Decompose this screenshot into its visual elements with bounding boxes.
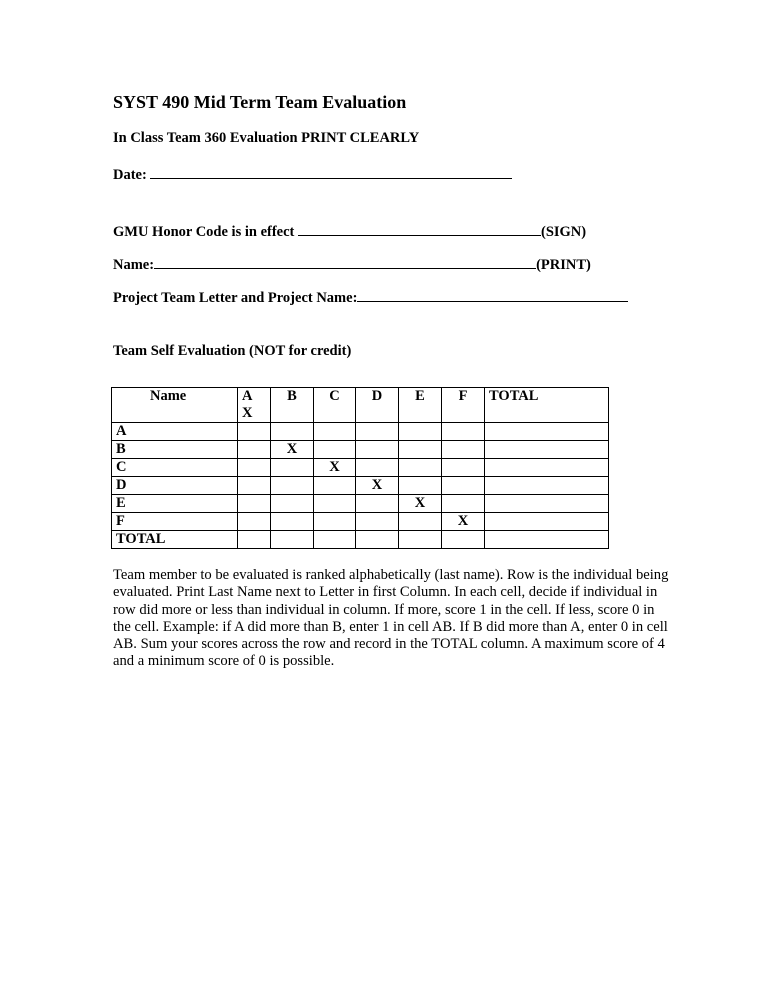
project-field[interactable] bbox=[357, 288, 628, 302]
table-cell[interactable] bbox=[399, 441, 442, 459]
header-a-label: A bbox=[242, 388, 253, 404]
total-cell[interactable] bbox=[485, 441, 609, 459]
table-cell[interactable] bbox=[238, 423, 271, 441]
table-cell[interactable] bbox=[356, 531, 399, 549]
table-cell[interactable] bbox=[356, 495, 399, 513]
header-a bbox=[238, 388, 271, 423]
total-cell[interactable] bbox=[485, 513, 609, 531]
row-label: F bbox=[112, 513, 238, 531]
header-c: C bbox=[314, 388, 356, 423]
table-cell[interactable] bbox=[271, 477, 314, 495]
table-cell[interactable] bbox=[314, 531, 356, 549]
cell-mark: X bbox=[399, 495, 442, 513]
row-label: A bbox=[112, 423, 238, 441]
date-label: Date: bbox=[113, 167, 151, 183]
table-cell[interactable] bbox=[238, 513, 271, 531]
table-cell[interactable] bbox=[238, 495, 271, 513]
cell-mark: X bbox=[242, 405, 253, 421]
cell-mark: X bbox=[356, 477, 399, 495]
table-cell[interactable] bbox=[271, 459, 314, 477]
instructions-paragraph: Team member to be evaluated is ranked alphabetically (last name). Row is the individual being evaluated. Print Last Name next to Letter in first Column. In each cell, decide if individual in row did more or less than individual in column. If more, score 1 in the cell. If less, score 0 in the cell. Example: if A did more than B, enter 1 in cell AB. If B did more than A, enter 0 in cell AB. Sum your scores across the row and record in the TOTAL column. A maximum score of 4 and a minimum score of 0 is possible. bbox=[113, 567, 669, 670]
table-cell[interactable] bbox=[399, 531, 442, 549]
signature-field[interactable] bbox=[298, 222, 541, 236]
subtitle: In Class Team 360 Evaluation PRINT CLEARLY bbox=[113, 130, 420, 146]
table-cell[interactable] bbox=[399, 459, 442, 477]
table-cell[interactable] bbox=[356, 459, 399, 477]
header-name: Name bbox=[112, 388, 238, 423]
total-cell[interactable] bbox=[485, 459, 609, 477]
table-cell[interactable] bbox=[271, 531, 314, 549]
table-cell[interactable] bbox=[271, 513, 314, 531]
name-label: Name: bbox=[113, 257, 155, 273]
row-label: E bbox=[112, 495, 238, 513]
table-cell[interactable] bbox=[314, 441, 356, 459]
print-suffix: (PRINT) bbox=[536, 257, 591, 273]
row-label: D bbox=[112, 477, 238, 495]
header-e: E bbox=[399, 388, 442, 423]
table-cell[interactable] bbox=[399, 477, 442, 495]
project-label: Project Team Letter and Project Name: bbox=[113, 290, 358, 306]
table-cell[interactable] bbox=[238, 531, 271, 549]
self-eval-heading: Team Self Evaluation (NOT for credit) bbox=[113, 343, 352, 359]
table-cell[interactable] bbox=[356, 513, 399, 531]
table-cell[interactable] bbox=[442, 495, 485, 513]
cell-mark: X bbox=[442, 513, 485, 531]
table-row bbox=[112, 441, 609, 459]
date-row bbox=[113, 165, 512, 184]
total-cell[interactable] bbox=[485, 531, 609, 549]
honor-row bbox=[113, 222, 586, 241]
table-cell[interactable] bbox=[399, 513, 442, 531]
table-cell[interactable] bbox=[238, 459, 271, 477]
header-d: D bbox=[356, 388, 399, 423]
table-row bbox=[112, 477, 609, 495]
table-cell[interactable] bbox=[356, 441, 399, 459]
total-cell[interactable] bbox=[485, 495, 609, 513]
table-cell[interactable] bbox=[442, 459, 485, 477]
table-cell[interactable] bbox=[314, 423, 356, 441]
evaluation-table bbox=[111, 387, 609, 549]
cell-mark: X bbox=[314, 459, 356, 477]
table-row bbox=[112, 423, 609, 441]
table-row bbox=[112, 531, 609, 549]
table-cell[interactable] bbox=[356, 423, 399, 441]
date-field[interactable] bbox=[150, 165, 512, 179]
name-row bbox=[113, 255, 591, 274]
table-cell[interactable] bbox=[442, 423, 485, 441]
table-cell[interactable] bbox=[399, 423, 442, 441]
table-row bbox=[112, 459, 609, 477]
total-cell[interactable] bbox=[485, 423, 609, 441]
honor-label: GMU Honor Code is in effect bbox=[113, 224, 298, 240]
cell-mark: X bbox=[271, 441, 314, 459]
row-label: B bbox=[112, 441, 238, 459]
total-cell[interactable] bbox=[485, 477, 609, 495]
header-total: TOTAL bbox=[485, 388, 609, 423]
table-row bbox=[112, 513, 609, 531]
table-cell[interactable] bbox=[238, 477, 271, 495]
table-cell[interactable] bbox=[314, 513, 356, 531]
header-b: B bbox=[271, 388, 314, 423]
table-cell[interactable] bbox=[271, 423, 314, 441]
table-cell[interactable] bbox=[442, 441, 485, 459]
table-cell[interactable] bbox=[442, 531, 485, 549]
table-row bbox=[112, 495, 609, 513]
header-f: F bbox=[442, 388, 485, 423]
table-cell[interactable] bbox=[271, 495, 314, 513]
table-cell[interactable] bbox=[314, 495, 356, 513]
row-label: C bbox=[112, 459, 238, 477]
name-field[interactable] bbox=[154, 255, 536, 269]
table-cell[interactable] bbox=[314, 477, 356, 495]
sign-suffix: (SIGN) bbox=[540, 224, 587, 240]
page-title: SYST 490 Mid Term Team Evaluation bbox=[113, 92, 407, 112]
table-cell[interactable] bbox=[442, 477, 485, 495]
table-header-row bbox=[112, 388, 609, 423]
project-row bbox=[113, 288, 628, 307]
row-label: TOTAL bbox=[112, 531, 238, 549]
table-cell[interactable] bbox=[238, 441, 271, 459]
